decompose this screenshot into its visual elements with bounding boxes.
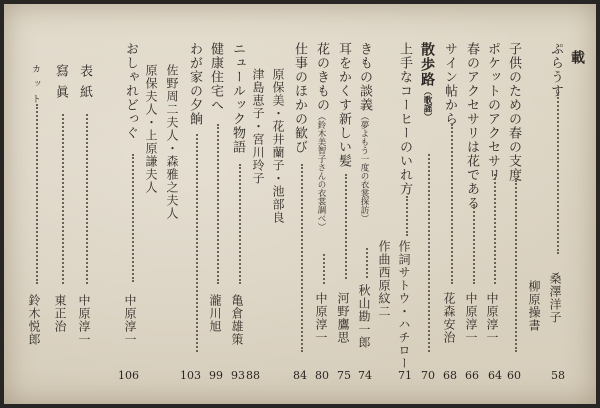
page-number: 74 xyxy=(358,369,372,382)
page-number: 80 xyxy=(315,369,329,382)
page-number: 106 xyxy=(118,369,139,382)
dot-leader xyxy=(132,154,134,282)
entry-person: 亀倉雄策 xyxy=(230,294,244,346)
entry-person: 柳原操書 xyxy=(527,280,541,332)
dot-leader xyxy=(366,248,368,278)
toc-page xyxy=(4,4,596,404)
entry-title: 健康住宅へ xyxy=(208,42,223,112)
page-number: 103 xyxy=(180,369,201,382)
toc-entry xyxy=(547,4,569,404)
entry-person: 中原淳一 xyxy=(464,292,478,344)
entry-title: 仕事のほかの歓び xyxy=(292,42,307,154)
dot-leader xyxy=(301,164,303,352)
entry-title: ポケットのアクセサリ xyxy=(485,42,500,182)
toc-entry xyxy=(180,4,208,404)
toc-entry xyxy=(52,4,74,404)
page-number: 58 xyxy=(551,369,565,382)
page-number: 70 xyxy=(421,369,435,382)
toc-entry xyxy=(207,4,229,404)
entry-person: 原保夫人・上原謙夫人 xyxy=(144,64,158,194)
dot-leader xyxy=(239,164,241,284)
entry-title: ニュールック物語 xyxy=(230,42,245,154)
toc-entry xyxy=(250,4,272,404)
page-number: 88 xyxy=(246,369,260,382)
entry-title-text: 散歩路 xyxy=(419,42,435,87)
page-number: 64 xyxy=(488,369,502,382)
dot-leader xyxy=(494,174,496,284)
entry-person: 中原淳一 xyxy=(314,292,328,344)
dot-leader xyxy=(428,154,430,352)
page-number: 60 xyxy=(507,369,521,382)
dot-leader xyxy=(36,104,38,284)
dot-leader xyxy=(62,114,64,284)
entry-person: 中原淳一 xyxy=(485,292,499,344)
entry-title-text: 花のきもの xyxy=(314,42,329,112)
entry-subtitle: （鈴木美智子さんの衣裳調べ） xyxy=(316,112,326,231)
dot-leader xyxy=(196,134,198,352)
entry-title: おしゃれどっぐ xyxy=(123,42,138,140)
entry-title: わが家の夕餉 xyxy=(187,42,202,126)
toc-entry xyxy=(76,4,98,404)
page-number: 99 xyxy=(209,369,223,382)
page-number: 75 xyxy=(337,369,351,382)
entry-title xyxy=(315,42,328,242)
entry-title: ぷらうす xyxy=(548,42,563,98)
page-number: 84 xyxy=(293,369,307,382)
toc-entry xyxy=(335,4,357,404)
entry-subtitle: （夢よもう一度の衣裳探訪） xyxy=(359,112,369,223)
toc-entry xyxy=(505,4,527,404)
page-number: 66 xyxy=(465,369,479,382)
dot-leader xyxy=(557,94,559,254)
toc-entry xyxy=(229,4,251,404)
toc-entry xyxy=(291,4,313,404)
entry-title-text: きもの談義 xyxy=(357,42,372,112)
toc-entry-credit xyxy=(376,4,398,404)
page-number: 68 xyxy=(443,369,457,382)
toc-entry xyxy=(418,4,440,404)
entry-title: サイン帖から xyxy=(442,42,457,126)
toc-entry xyxy=(463,4,485,404)
toc-entry xyxy=(118,4,144,404)
entry-person: 原保美・花井蘭子・池部良 xyxy=(271,68,285,224)
toc-entry xyxy=(164,4,186,404)
dot-leader xyxy=(86,114,88,284)
entry-person: 東正治 xyxy=(53,294,67,333)
toc-entry xyxy=(356,4,378,404)
entry-title: 寫眞 xyxy=(53,64,68,106)
dot-leader xyxy=(345,174,347,279)
toc-entry xyxy=(26,4,48,404)
toc-entry xyxy=(396,4,418,404)
entry-person: 佐野周二夫人・森雅之夫人 xyxy=(165,64,179,220)
entry-title: 表紙 xyxy=(77,64,92,106)
dot-leader xyxy=(217,124,219,284)
entry-person: 津島恵子・宮川玲子 xyxy=(251,68,265,185)
entry-person: 作曲西原紋二 xyxy=(377,240,391,318)
dot-leader xyxy=(406,196,408,236)
dot-leader xyxy=(515,180,517,352)
entry-title xyxy=(358,42,371,242)
toc-entry xyxy=(313,4,335,404)
page-number: 93 xyxy=(231,369,245,382)
entry-person: 中原淳一 xyxy=(123,294,137,346)
entry-person: 鈴木悦郎 xyxy=(27,294,41,346)
dot-leader xyxy=(323,254,325,284)
entry-title: カット xyxy=(30,64,40,109)
entry-subtitle: （歌謡） xyxy=(422,87,432,121)
page-number: 71 xyxy=(398,369,412,382)
entry-person: 花森安治 xyxy=(442,292,456,344)
entry-person: 作詞サトウ・ハチロー xyxy=(397,240,411,370)
entry-title: 耳をかくす新しい髪 xyxy=(336,42,351,168)
toc-heading: 載 xyxy=(569,50,585,65)
entry-person: 秋山勘一郎 xyxy=(357,284,371,349)
entry-person: 中原淳一 xyxy=(77,294,91,346)
dot-leader xyxy=(473,204,475,284)
entry-title: 春のアクセサリは花である xyxy=(464,42,479,210)
toc-entry-credit xyxy=(526,4,548,404)
toc-entry xyxy=(484,4,506,404)
entry-title xyxy=(420,42,434,142)
entry-person: 河野鷹思 xyxy=(336,292,350,344)
dot-leader xyxy=(451,124,453,284)
entry-person: 桑澤洋子 xyxy=(548,272,562,324)
entry-title: 子供のための春の支度 xyxy=(506,42,521,182)
toc-entry xyxy=(143,4,165,404)
entry-person: 瀧川旭 xyxy=(208,294,222,333)
toc-entry xyxy=(441,4,463,404)
entry-title: 上手なコーヒーのいれ方 xyxy=(397,42,412,196)
